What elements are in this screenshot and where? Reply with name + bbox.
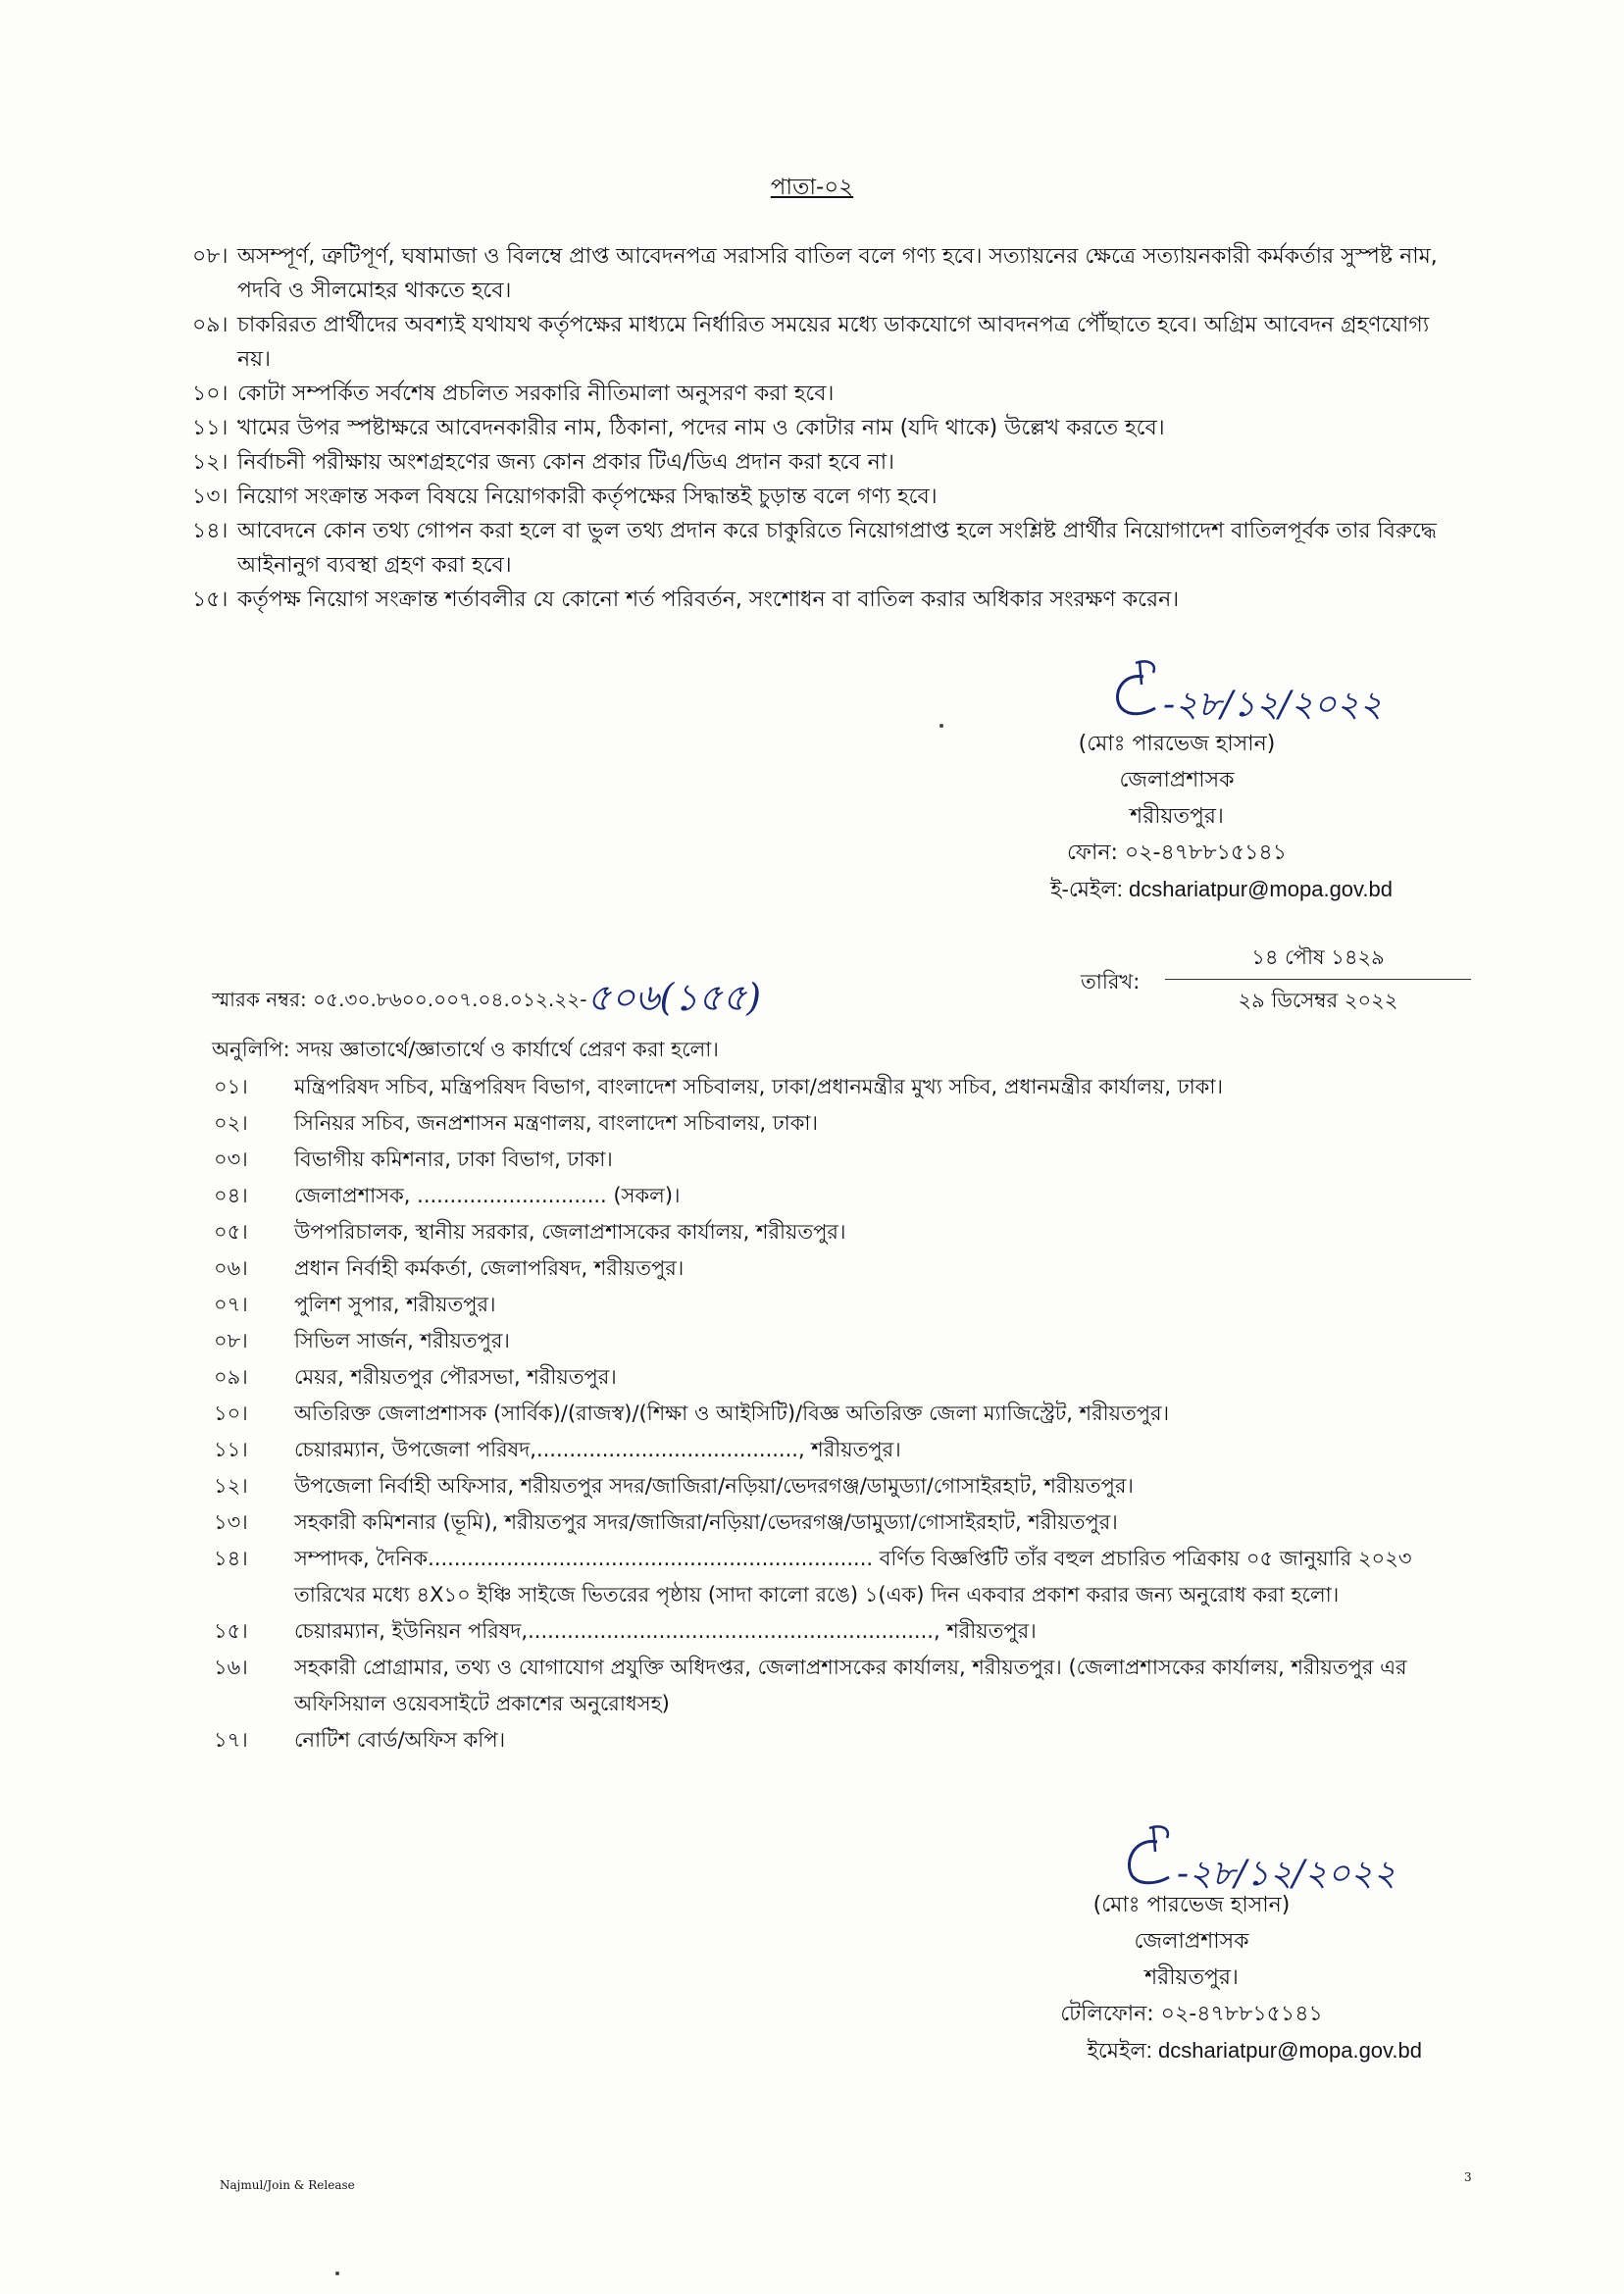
condition-number: ১০। <box>192 382 228 406</box>
copy-item <box>214 1142 1479 1178</box>
copy-item <box>214 1396 1479 1432</box>
copy-number: ১৪। <box>214 1547 248 1570</box>
page-number-header: পাতা-০২ <box>770 175 854 200</box>
condition-text: আবেদনে কোন তথ্য গোপন করা হলে বা ভুল তথ্য প্রদান করে চাকুরিতে নিয়োগপ্রাপ্ত হলে সংশ্লিষ্ট প্রার্থীর নিয়োগাদেশ বাতিলপূর্বক তার বিরুদ্ধে আইনানুগ ব্যবস্থা গ্রহণ করা হবে। <box>237 519 1437 578</box>
handwritten-signature-top <box>1106 655 1400 734</box>
footer-note: Najmul/Join & Release <box>220 2178 355 2192</box>
condition-item <box>192 239 1467 308</box>
copy-text: নোটিশ বোর্ড/অফিস কপি। <box>294 1728 506 1752</box>
copy-text: মেয়র, শরীয়তপুর পৌরসভা, শরীয়তপুর। <box>294 1365 617 1389</box>
copy-text: সহকারী প্রোগ্রামার, তথ্য ও যোগাযোগ প্রযুক্তি অধিদপ্তর, জেলাপ্রশাসকের কার্যালয়, শরীয়তপুর। (জেলাপ্রশাসকের কার্যালয়, শরীয়তপুর এর অফিসিয়াল ওয়েবসাইটে প্রকাশের অনুরোধসহ) <box>294 1656 1407 1715</box>
condition-text: খামের উপর স্পষ্টাক্ষরে আবেদনকারীর নাম, ঠিকানা, পদের নাম ও কোটার নাম (যদি থাকে) উল্লেখ করতে হবে। <box>237 416 1165 440</box>
scan-speck <box>939 724 943 728</box>
condition-item <box>192 377 1467 411</box>
copy-item <box>214 1722 1479 1759</box>
copy-number: ১২। <box>214 1474 248 1498</box>
copy-text: অতিরিক্ত জেলাপ্রশাসক (সার্বিক)/(রাজস্ব)/(শিক্ষা ও আইসিটি)/বিজ্ঞ অতিরিক্ত জেলা ম্যাজিস্ট্রেট, শরীয়তপুর। <box>294 1402 1170 1425</box>
signatory-phone: ফোন: ০২-৪৭৮৮১৫১৪১ <box>1067 841 1287 865</box>
signatory-district: শরীয়তপুর। <box>1144 1965 1239 1990</box>
condition-item <box>192 583 1467 617</box>
copy-list <box>214 1069 1479 1759</box>
condition-text: নির্বাচনী পরীক্ষায় অংশগ্রহণের জন্য কোন প্রকার টিএ/ডিএ প্রদান করা হবে না। <box>237 450 894 475</box>
condition-text: নিয়োগ সংক্রান্ত সকল বিষয়ে নিয়োগকারী কর্তৃপক্ষের সিদ্ধান্তই চুড়ান্ত বলে গণ্য হবে। <box>237 484 938 509</box>
condition-text: কর্তৃপক্ষ নিয়োগ সংক্রান্ত শর্তাবলীর যে কোনো শর্ত পরিবর্তন, সংশোধন বা বাতিল করার অধিকার সংরক্ষণ করেন। <box>237 587 1180 612</box>
signatory-block-top <box>1020 726 1334 871</box>
copy-number: ০৭। <box>214 1293 248 1316</box>
copy-item <box>214 1504 1479 1541</box>
copy-text: সিভিল সার্জন, শরীয়তপুর। <box>294 1329 510 1352</box>
copy-text: বিভাগীয় কমিশনার, ঢাকা বিভাগ, ঢাকা। <box>294 1147 613 1171</box>
copy-number: ০৮। <box>214 1329 248 1352</box>
copy-item <box>214 1069 1479 1105</box>
signatory-district: শরীয়তপুর। <box>1130 804 1224 829</box>
copy-text: সহকারী কমিশনার (ভূমি), শরীয়তপুর সদর/জাজিরা/নড়িয়া/ভেদরগঞ্জ/ডামুড্যা/গোসাইরহাট, শরীয়তপুর। <box>294 1510 1118 1534</box>
memo-reference <box>212 969 761 1032</box>
condition-item <box>192 480 1467 514</box>
copy-text: সম্পাদক, দৈনিক.................................................................... বর্ণিত বিজ্ঞপ্তিটি তাঁর বহুল প্রচারিত পত্রিকায় ০৫ জানুয়ারি ২০২৩ তারিখের মধ্যে ৪X১০ ইঞ্চি সাইজে ভিতরের পৃষ্ঠায় (সাদা কালো রঙে) ১(এক) দিন একবার প্রকাশ করার জন্য অনুরোধ করা হলো। <box>294 1547 1412 1606</box>
copy-item <box>214 1613 1479 1650</box>
date-gregorian: ২৯ ডিসেম্বর ২০২২ <box>1238 989 1398 1012</box>
copy-text: মন্ত্রিপরিষদ সচিব, মন্ত্রিপরিষদ বিভাগ, বাংলাদেশ সচিবালয়, ঢাকা/প্রধানমন্ত্রীর মুখ্য সচিব, প্রধানমন্ত্রীর কার্যালয়, ঢাকা। <box>294 1075 1223 1098</box>
copy-number: ০৫। <box>214 1220 248 1244</box>
scan-speck <box>335 2271 339 2275</box>
condition-text: কোটা সম্পর্কিত সর্বশেষ প্রচলিত সরকারি নীতিমালা অনুসরণ করা হবে। <box>237 382 835 406</box>
copy-text: চেয়ারম্যান, উপজেলা পরিষদ,........................................, শরীয়তপুর। <box>294 1438 901 1461</box>
copy-item <box>214 1214 1479 1250</box>
copy-text: প্রধান নির্বাহী কর্মকর্তা, জেলাপরিষদ, শরীয়তপুর। <box>294 1256 685 1280</box>
copy-number: ১৭। <box>214 1728 248 1752</box>
copy-intro: অনুলিপি: সদয় জ্ঞাতার্থে/জ্ঞাতার্থে ও কার্যার্থে প্রেরণ করা হলো। <box>212 1038 719 1061</box>
date-label: তারিখ: <box>1081 970 1141 994</box>
copy-item <box>214 1359 1479 1396</box>
condition-number: ১৫। <box>192 587 228 612</box>
copy-number: ০৯। <box>214 1365 248 1389</box>
memo-reference-number: স্মারক নম্বর: ০৫.৩০.৮৬০০.০০৭.০৪.০১২.২২- <box>212 988 587 1011</box>
copy-number: ১০। <box>214 1402 248 1425</box>
copy-number: ১৫। <box>214 1619 248 1643</box>
date-bangla: ১৪ পৌষ ১৪২৯ <box>1251 945 1385 969</box>
copy-item <box>214 1541 1479 1613</box>
copy-item <box>214 1250 1479 1287</box>
copy-item <box>214 1323 1479 1359</box>
signature-date-bottom: -২৮/১২/২০২২ <box>1177 1854 1396 1894</box>
copy-text: উপপরিচালক, স্থানীয় সরকার, জেলাপ্রশাসকের কার্যালয়, শরীয়তপুর। <box>294 1220 846 1244</box>
copy-item <box>214 1178 1479 1214</box>
signatory-designation: জেলাপ্রশাসক <box>1119 768 1235 792</box>
condition-item <box>192 445 1467 480</box>
footer-page-number: 3 <box>1464 2170 1472 2184</box>
signatory-email-bottom: ইমেইল: dcshariatpur@mopa.gov.bd <box>1087 2038 1422 2063</box>
condition-number: ১৪। <box>192 519 228 543</box>
condition-number: ০৮। <box>192 244 228 269</box>
copy-number: ০১। <box>214 1075 248 1098</box>
condition-number: ১৩। <box>192 484 228 509</box>
condition-text: চাকরিরত প্রার্থীদের অবশ্যই যথাযথ কর্তৃপক্ষের মাধ্যমে নির্ধারিত সময়ের মধ্যে ডাকযোগে আবদনপত্র পৌঁছাতে হবে। অগ্রিম আবেদন গ্রহণযোগ্য নয়। <box>237 313 1430 372</box>
conditions-list <box>192 239 1467 617</box>
condition-item <box>192 514 1467 583</box>
signatory-name: (মোঃ পারভেজ হাসান) <box>1078 732 1276 756</box>
copy-item <box>214 1468 1479 1504</box>
copy-number: ০৬। <box>214 1256 248 1280</box>
copy-text: উপজেলা নির্বাহী অফিসার, শরীয়তপুর সদর/জাজিরা/নড়িয়া/ভেদরগঞ্জ/ডামুড্যা/গোসাইরহাট, শরীয়তপুর। <box>294 1474 1134 1498</box>
copy-text: সিনিয়র সচিব, জনপ্রশাসন মন্ত্রণালয়, বাংলাদেশ সচিবালয়, ঢাকা। <box>294 1111 819 1135</box>
copy-item <box>214 1105 1479 1142</box>
signatory-designation: জেলাপ্রশাসক <box>1134 1929 1249 1954</box>
signatory-email-top: ই-মেইল: dcshariatpur@mopa.gov.bd <box>1050 877 1393 901</box>
signatory-block-bottom <box>1040 1887 1344 2032</box>
copy-text: চেয়ারম্যান, ইউনিয়ন পরিষদ,.............................................................., শরীয়তপুর। <box>294 1619 1037 1643</box>
condition-number: ০৯। <box>192 313 228 337</box>
copy-item <box>214 1287 1479 1323</box>
copy-number: ০৩। <box>214 1147 248 1171</box>
copy-number: ০৪। <box>214 1184 248 1207</box>
signatory-name: (মোঃ পারভেজ হাসান) <box>1092 1893 1291 1917</box>
copy-number: ০২। <box>214 1111 248 1135</box>
condition-number: ১২। <box>192 450 228 475</box>
condition-item <box>192 411 1467 445</box>
copy-number: ১৬। <box>214 1656 248 1679</box>
condition-item <box>192 308 1467 377</box>
memo-handwritten-number: ৫০৬(১৫৫) <box>586 976 762 1019</box>
copy-number: ১১। <box>214 1438 248 1461</box>
signatory-phone: টেলিফোন: ০২-৪৭৮৮১৫১৪১ <box>1060 2002 1323 2026</box>
date-divider <box>1165 979 1471 980</box>
condition-text: অসম্পূর্ণ, ত্রুটিপূর্ণ, ঘষামাজা ও বিলম্বে প্রাপ্ত আবেদনপত্র সরাসরি বাতিল বলে গণ্য হবে। সত্যায়নের ক্ষেত্রে সত্যায়নকারী কর্মকর্তার সুস্পষ্ট নাম, পদবি ও সীলমোহর থাকতে হবে। <box>237 244 1438 303</box>
copy-text: পুলিশ সুপার, শরীয়তপুর। <box>294 1293 496 1316</box>
signature-date-top: -২৮/১২/২০২২ <box>1163 685 1383 725</box>
copy-item <box>214 1432 1479 1468</box>
copy-item <box>214 1650 1479 1722</box>
copy-number: ১৩। <box>214 1510 248 1534</box>
condition-number: ১১। <box>192 416 228 440</box>
copy-text: জেলাপ্রশাসক, ............................. (সকল)। <box>294 1184 681 1207</box>
